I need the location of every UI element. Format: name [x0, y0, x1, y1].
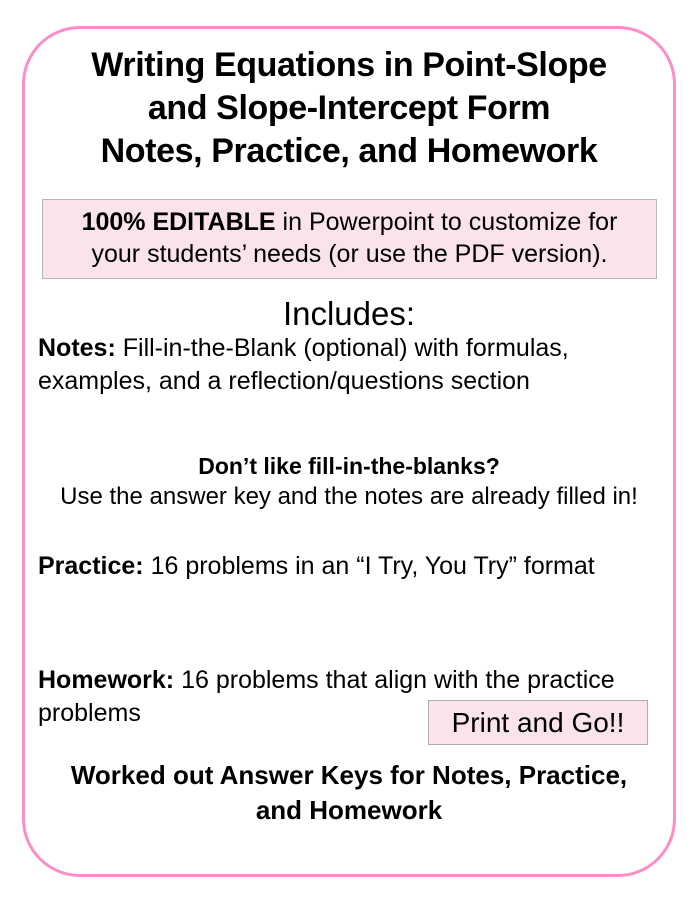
practice-text: 16 problems in an “I Try, You Try” format	[143, 552, 595, 580]
title-line-2: and Slope-Intercept Form	[147, 89, 551, 127]
editable-banner-line-1	[51, 206, 648, 238]
notes-text: Fill-in-the-Blank (optional) with formulas, examples, and a reflection/questions section	[38, 334, 569, 395]
answer-keys-heading	[22, 758, 676, 828]
answer-key-note: Use the answer key and the notes are already filled in!	[60, 483, 638, 510]
answer-keys-line-1: Worked out Answer Keys for Notes, Practice,	[70, 760, 628, 790]
includes-heading: Includes:	[282, 295, 416, 332]
editable-banner-line-2: your students’ needs (or use the PDF version).	[91, 240, 608, 268]
homework-label: Homework:	[38, 666, 175, 694]
page-title	[22, 44, 676, 173]
notes-label: Notes:	[38, 334, 116, 362]
title-line-1: Writing Equations in Point-Slope	[91, 46, 607, 84]
answer-keys-line-2: and Homework	[255, 795, 443, 825]
print-and-go-label: Print and Go!!	[451, 706, 625, 738]
dont-like-fill-in-the-blanks-heading: Don’t like fill-in-the-blanks?	[198, 453, 500, 479]
editable-banner	[42, 199, 657, 279]
practice-paragraph	[38, 550, 664, 583]
editable-banner-line-1-rest: in Powerpoint to customize for	[275, 208, 618, 236]
practice-label: Practice:	[38, 552, 144, 580]
title-line-3: Notes, Practice, and Homework	[100, 132, 598, 170]
cover-content	[22, 26, 676, 877]
print-and-go-badge	[428, 700, 648, 745]
homework-text: 16 problems that align with the practice problems	[38, 666, 615, 727]
notes-paragraph	[38, 332, 664, 398]
editable-banner-strong: 100% EDITABLE	[81, 208, 276, 236]
